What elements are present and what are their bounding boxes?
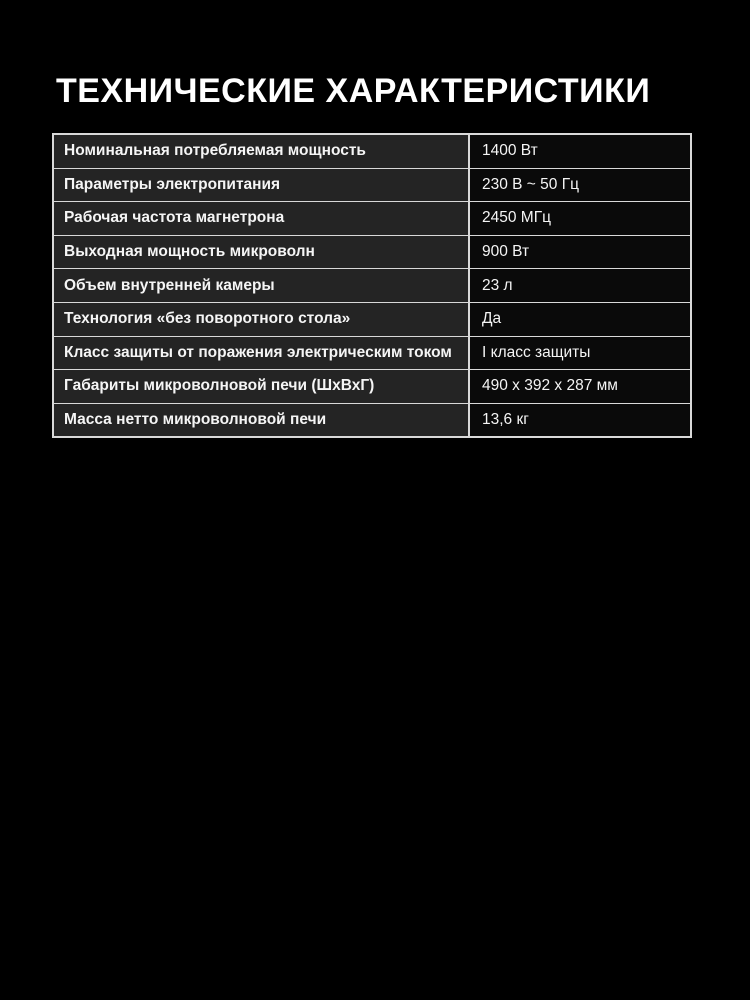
- spec-name: Выходная мощность микроволн: [54, 236, 470, 269]
- spec-value: 900 Вт: [470, 236, 690, 269]
- spec-name: Рабочая частота магнетрона: [54, 202, 470, 235]
- spec-value: I класс защиты: [470, 337, 690, 370]
- spec-value: Да: [470, 303, 690, 336]
- table-row: [54, 202, 690, 236]
- spec-name: Масса нетто микроволновой печи: [54, 404, 470, 437]
- table-row: [54, 169, 690, 203]
- table-row: [54, 269, 690, 303]
- table-row: [54, 236, 690, 270]
- table-row: [54, 135, 690, 169]
- spec-name: Габариты микроволновой печи (ШхВхГ): [54, 370, 470, 403]
- spec-value: 230 В ~ 50 Гц: [470, 169, 690, 202]
- table-row: [54, 337, 690, 371]
- spec-name: Объем внутренней камеры: [54, 269, 470, 302]
- spec-value: 1400 Вт: [470, 135, 690, 168]
- page-title: ТЕХНИЧЕСКИЕ ХАРАКТЕРИСТИКИ: [56, 72, 651, 110]
- spec-value: 13,6 кг: [470, 404, 690, 437]
- spec-name: Класс защиты от поражения электрическим током: [54, 337, 470, 370]
- spec-name: Технология «без поворотного стола»: [54, 303, 470, 336]
- table-row: [54, 404, 690, 437]
- spec-name: Параметры электропитания: [54, 169, 470, 202]
- table-row: [54, 303, 690, 337]
- spec-value: 2450 МГц: [470, 202, 690, 235]
- spec-table: [52, 133, 692, 438]
- spec-value: 490 х 392 х 287 мм: [470, 370, 690, 403]
- spec-name: Номинальная потребляемая мощность: [54, 135, 470, 168]
- spec-value: 23 л: [470, 269, 690, 302]
- table-row: [54, 370, 690, 404]
